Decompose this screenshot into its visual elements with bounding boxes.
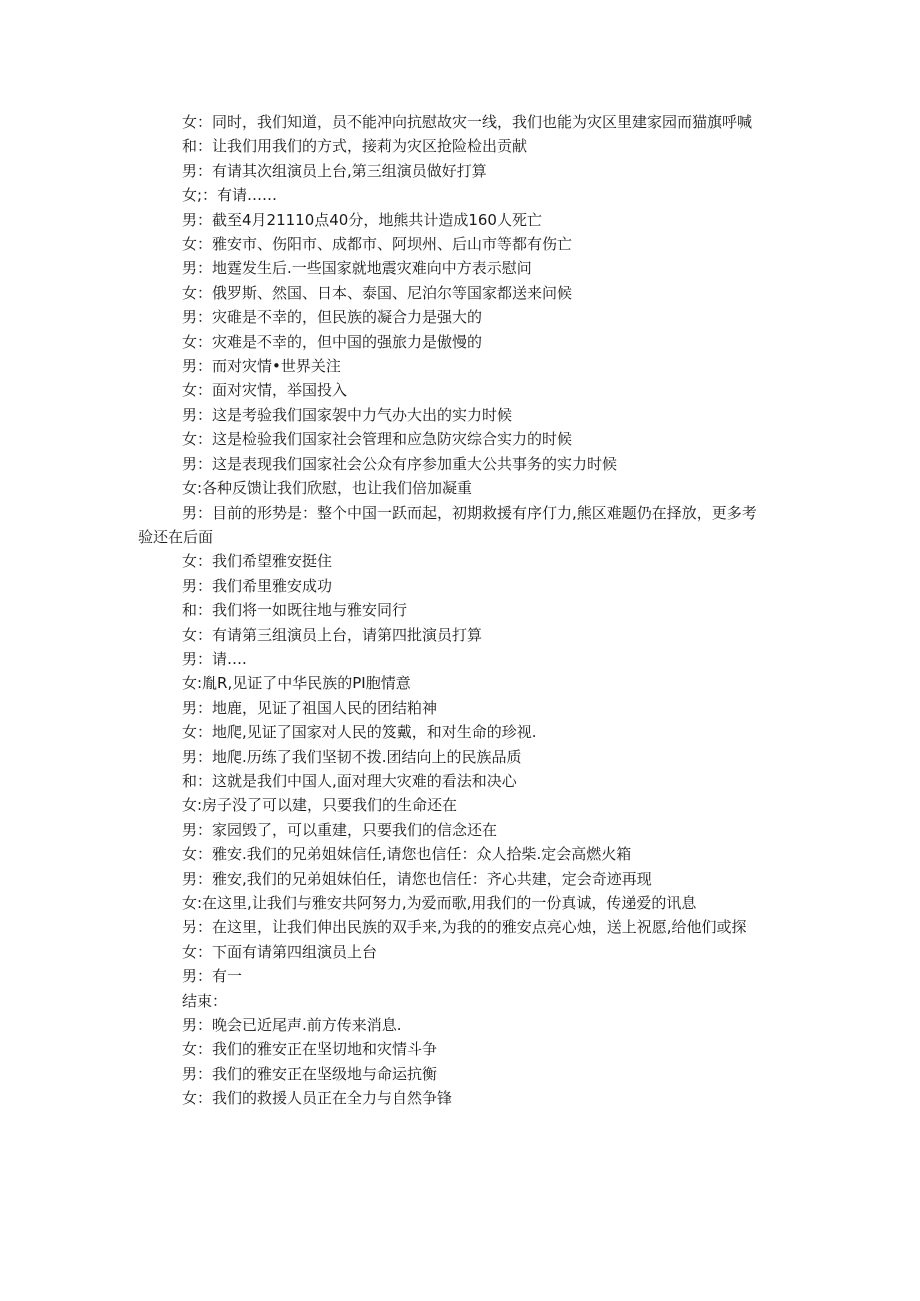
script-line: 男：家园毁了，可以重建，只要我们的信念还在 <box>182 820 498 839</box>
script-line: 男：灾碓是不幸的，但民族的凝合力是强大的 <box>182 308 483 327</box>
script-text <box>138 110 788 1111</box>
script-line: 女：我们的救援人员正在全力与自然争锋 <box>182 1089 453 1108</box>
script-line: 女:在这里,让我们与雅安共阿努力,为爱而歌,用我们的一份真诚，传递爱的讯息 <box>182 894 697 912</box>
script-line: 女：同时，我们知道，员不能冲向抗慰故灾一线，我们也能为灾区里建家园而猫旗呼喊 <box>182 113 753 131</box>
script-line: 男：我们希里雅安成功 <box>182 576 333 595</box>
script-line: 和：我们将一如既往地与雅安同行 <box>182 601 408 620</box>
script-line: 女：灾难是不幸的，但中国的强旅力是傲慢的 <box>182 332 483 351</box>
script-line: 男：有请其次组演员上台,第三组演员做好打算 <box>182 161 487 180</box>
script-line: 男：晚会已近尾声.前方传来消息. <box>182 1016 402 1035</box>
script-line: 女：雅安.我们的兄弟姐妹信任,请您也信任：众人拾柴.定会高燃火箱 <box>182 845 632 864</box>
script-line: 女:胤R,见证了中华民族的PI胞情意 <box>182 674 411 693</box>
script-line: 男：有一 <box>182 967 243 986</box>
script-line: 女：我们希望雅安挺住 <box>182 552 333 571</box>
script-line: 男：请…. <box>182 649 247 668</box>
script-line: 男：雅安,我们的兄弟姐妹伯任，请您也信任：齐心共建，定会奇迹再现 <box>182 869 652 888</box>
script-line: 男：地霆发生后.一些国家就地震灾难向中方表示慰问 <box>182 259 532 278</box>
script-line: 男：截至4月21110点40分，地熊共计造成160人死亡 <box>182 210 542 229</box>
script-line: 女：有请第三组演员上台，请第四批演员打算 <box>182 625 483 644</box>
script-line: 男：地爬.历练了我们坚韧不拨.团结向上的民族品质 <box>182 747 522 766</box>
script-line: 女：俄罗斯、然国、日本、泰国、尼泊尔等国家都送来问候 <box>182 283 573 302</box>
script-line: 女：面对灾情，举国投入 <box>182 381 348 400</box>
script-line-continuation: 验还在后面 <box>138 527 214 546</box>
script-line: 男：我们的雅安正在坚级地与命运抗衡 <box>182 1064 438 1083</box>
script-line: 男：这是考验我们国家袈中力气办大出的实力时候 <box>182 405 513 424</box>
script-line: 男：地鹿，见证了祖国人民的团结粕神 <box>182 698 438 717</box>
script-line: 女：我们的雅安正在坚切地和灾情斗争 <box>182 1040 438 1059</box>
script-line: 男：而对灾情•世界关注 <box>182 357 341 376</box>
script-line: 男：这是表现我们国家社会公众有序参加重大公共事务的实力时候 <box>182 454 618 473</box>
script-line: 女:各种反馈让我们欣慰，也让我们倍加凝重 <box>182 479 473 498</box>
script-line: 另：在这里，让我们伸出民族的双手来,为我的的雅安点亮心烛，送上祝愿,给他们或探 <box>182 918 747 937</box>
section-heading: 结束： <box>182 991 228 1010</box>
script-line: 女：地爬,见证了国家对人民的笈戴，和对生命的珍视. <box>182 723 537 742</box>
script-line: 女;：有请…… <box>182 186 278 205</box>
script-line: 女：下面有请第四组演员上台 <box>182 942 378 961</box>
script-line: 男：目前的形势是：整个中国一跃而起，初期救援有序仃力,熊区难题仍在择放，更多考 <box>182 503 757 522</box>
script-line: 和：让我们用我们的方式，接莉为灾区抢险检出贡献 <box>182 137 528 156</box>
script-line: 和：这就是我们中国人,面对理大灾难的看法和决心 <box>182 771 517 790</box>
script-line: 女:房子没了可以建，只要我们的生命还在 <box>182 796 458 815</box>
script-line: 女：这是检验我们国家社会管理和应急防灾综合实力的时候 <box>182 430 573 449</box>
script-line: 女：雅安市、伤阳市、成都市、阿坝州、后山市等都有伤亡 <box>182 235 573 254</box>
